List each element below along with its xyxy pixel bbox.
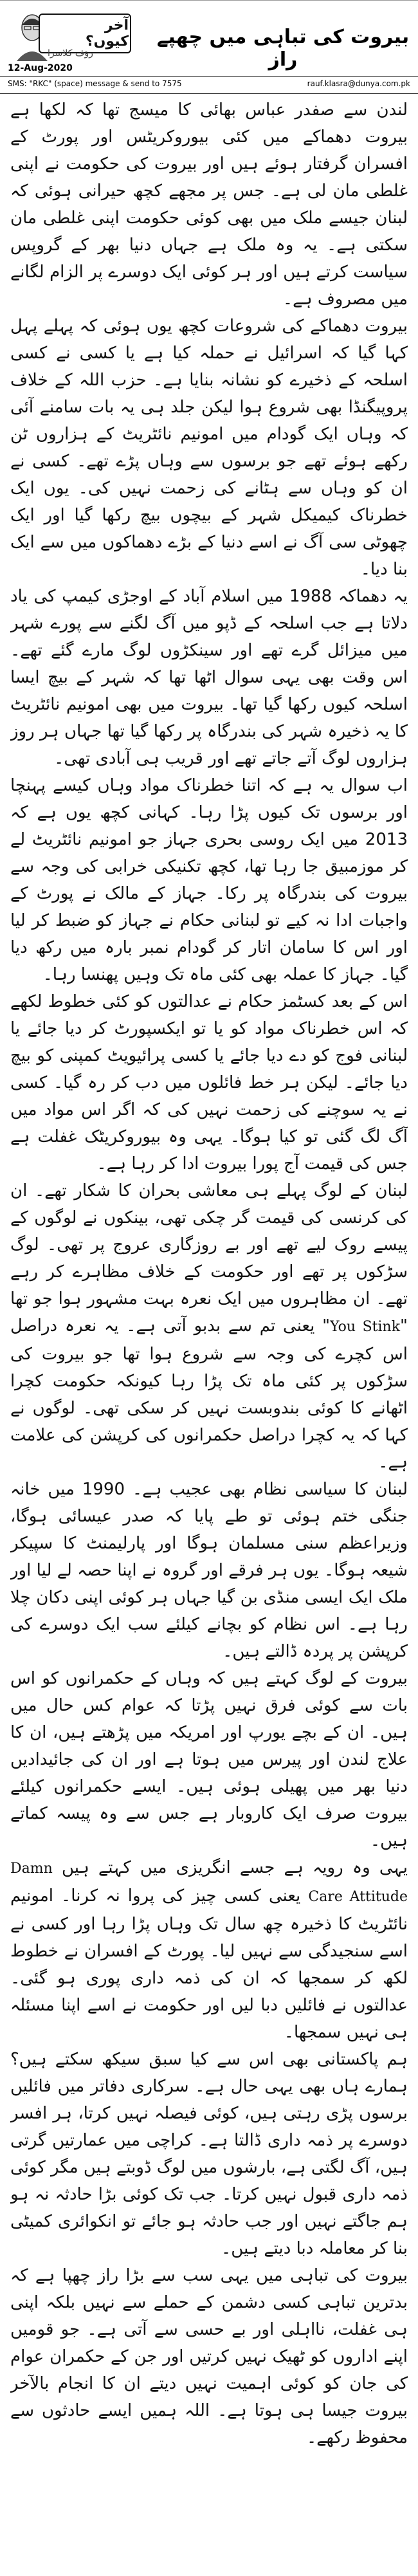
paragraph: بیروت کے لوگ کہتے ہیں کہ وہاں کے حکمرانوں کو اس بات سے کوئی فرق نہیں پڑتا کہ عوام کس حال میں ہیں۔ ان کے بچے یورپ اور امریکہ میں پڑھتے ہیں، ان کا علاج لندن اور پیرس میں ہوتا ہے اور ان کی جائیدادیں دنیا بھر میں پھیلی ہوئی ہیں۔ ایسے حکمرانوں کیلئے بیروت صرف ایک کاروبار ہے جس سے وہ پیسہ کماتے ہیں۔ <box>10 1669 408 1850</box>
paragraph: اب سوال یہ ہے کہ اتنا خطرناک مواد وہاں کیسے پہنچا اور برسوں تک کیوں پڑا رہا۔ کہانی کچھ یوں ہے کہ 2013 میں ایک روسی بحری جہاز جو امونیم نائٹریٹ لے کر موزمبیق جا رہا تھا، کچھ تکنیکی خرابی کی وجہ سے بیروت کی بندرگاہ پر رکا۔ جہاز کے مالک نے پورٹ کے واجبات ادا نہ کیے تو لبنانی حکام نے جہاز کو ضبط کر لیا اور اس کا سامان اتار کر گودام نمبر بارہ میں رکھ دیا گیا۔ جہاز کا عملہ بھی کئی ماہ تک وہیں پھنسا رہا۔ <box>10 776 408 984</box>
paragraph-text: یعنی کسی چیز کی پروا نہ کرنا۔ امونیم نائٹریٹ کا ذخیرہ چھ سال تک وہاں پڑا رہا اور کسی نے اسے سنجیدگی سے نہیں لیا۔ پورٹ کے افسران نے خطوط لکھ کر سمجھا کہ ان کی ذمہ داری پوری ہو گئی۔ عدالتوں نے فائلیں دبا لیں اور حکومت نے اسے اپنا مسئلہ ہی نہیں سمجھا۔ <box>10 1886 408 2042</box>
paragraph-text: یعنی تم سے بدبو آتی ہے۔ یہ نعرہ دراصل اس کچرے کی وجہ سے شروع ہوا تھا جو بیروت کی سڑکوں پر کئی ماہ تک پڑا رہا کیونکہ حکومت کچرا اٹھانے کا کوئی بندوبست نہیں کر سکی تھی۔ لوگوں نے کہا کہ یہ کچرا دراصل حکمرانوں کی کرپشن کی علامت ہے۔ <box>10 1316 408 1472</box>
article-body <box>10 97 408 2567</box>
paragraph: بیروت کی تباہی میں یہی سب سے بڑا راز چھپا ہے کہ بدترین تباہی کسی دشمن کے حملے سے نہیں بلکہ اپنی ہی غفلت، نااہلی اور بے حسی سے آتی ہے۔ جو قومیں اپنے اداروں کو ٹھیک نہیں کرتیں اور جن کے حکمران عوام کی جان کو کوئی اہمیت نہیں دیتے ان کا انجام بالآخر بیروت جیسا ہی ہوتا ہے۔ اللہ ہمیں ایسے حادثوں سے محفوظ رکھے۔ <box>10 2266 408 2447</box>
paragraph-text: لبنان کے لوگ پہلے ہی معاشی بحران کا شکار تھے۔ ان کی کرنسی کی قیمت گر چکی تھی، بینکوں نے لوگوں کے پیسے روک لیے تھے اور بے روزگاری عروج پر تھی۔ لوگ سڑکوں پر تھے اور حکومت کے خلاف مظاہرے کر رہے تھے۔ ان مظاہروں میں ایک نعرہ بہت مشہور ہوا جو تھا <box>10 1181 408 1309</box>
author-email: rauf.klasra@dunya.com.pk <box>307 79 410 88</box>
paragraph: یہ دھماکہ 1988 میں اسلام آباد کے اوجڑی کیمپ کی یاد دلاتا ہے جب اسلحہ کے ڈپو میں آگ لگنے سے پورے شہر میں میزائل گرے تھے اور سینکڑوں لوگ مارے گئے تھے۔ اس وقت بھی یہی سوال اٹھا تھا کہ شہر کے بیچ ایسا اسلحہ کیوں رکھا گیا تھا۔ بیروت میں بھی امونیم نائٹریٹ کا یہ ذخیرہ شہر کی بندرگاہ پر رکھا گیا تھا جہاں ہر روز ہزاروں لوگ آتے جاتے تھے اور قریب ہی آبادی تھی۔ <box>10 587 408 768</box>
column-header <box>0 0 418 97</box>
article-title: بیروت کی تباہی میں چھپے راز <box>156 26 410 71</box>
column-name: آخر کیوں؟ <box>85 17 129 50</box>
paragraph: لندن سے صفدر عباس بھائی کا میسج تھا کہ لکھا ہے بیروت دھماکے میں کئی بیوروکریٹس اور پورٹ کے افسران گرفتار ہوئے ہیں اور بیروت کی حکومت نے اپنی غلطی مان لی ہے۔ جس پر مجھے کچھ حیرانی ہوئی کہ لبنان جیسے ملک میں بھی کوئی حکومت اپنی غلطی مان سکتی ہے۔ یہ وہ ملک ہے جہاں دنیا بھر کے گروپس سیاست کرتے ہیں اور ہر کوئی ایک دوسرے پر الزام لگانے میں مصروف ہے۔ <box>10 100 408 309</box>
author-name: رؤف کلاسرا <box>48 48 93 59</box>
paragraph-text: یہی وہ رویہ ہے جسے انگریزی میں کہتے ہیں <box>61 1858 408 1877</box>
paragraph <box>10 1854 408 2046</box>
top-rule <box>0 0 418 1</box>
paragraph: بیروت دھماکے کی شروعات کچھ یوں ہوئی کہ پہلے پہل کہا گیا کہ اسرائیل نے حملہ کیا ہے یا کسی نے کسی اسلحہ کے ذخیرے کو نشانہ بنایا ہے۔ حزب اللہ کے خلاف پروپیگنڈا بھی شروع ہوا لیکن جلد ہی یہ بات سامنے آئی کہ وہاں ایک گودام میں امونیم نائٹریٹ کے ہزاروں ٹن رکھے ہوئے تھے جو برسوں سے وہاں پڑے تھے۔ کسی نے ان کو وہاں سے ہٹانے کی زحمت نہیں کی۔ یوں ایک خطرناک کیمیکل شہر کے بیچوں بیچ رکھا گیا اور ایک چھوٹی سی آگ نے اسے دنیا کے بڑے دھماکوں میں سے ایک بنا دیا۔ <box>10 317 408 579</box>
paragraph: ہم پاکستانی بھی اس سے کیا سبق سیکھ سکتے ہیں؟ ہمارے ہاں بھی یہی حال ہے۔ سرکاری دفاتر میں فائلیں برسوں پڑی رہتی ہیں، کوئی فیصلہ نہیں کرتا، ہر افسر دوسرے پر ذمہ داری ڈالتا ہے۔ کراچی میں عمارتیں گرتی ہیں، آگ لگتی ہے، بارشوں میں لوگ ڈوبتے ہیں مگر کوئی ذمہ داری قبول نہیں کرتا۔ جب تک کوئی بڑا حادثہ نہ ہو ہم جاگتے نہیں اور جب حادثہ ہو جائے تو انکوائری کمیٹی بنا کر معاملہ دبا دیتے ہیں۔ <box>10 2050 408 2258</box>
sms-instruction: SMS: "RKC" (space) message & send to 7575 <box>8 79 182 88</box>
paragraph: لبنان کے لوگ پہلے ہی معاشی بحران کا شکار تھے۔ ان کی کرنسی کی قیمت گر چکی تھی، بینکوں نے لوگوں کے پیسے روک لیے تھے اور بے روزگاری عروج پر تھی۔ لوگ سڑکوں پر تھے اور حکومت کے خلاف مظاہرے کر رہے تھے۔ ان مظاہروں میں ایک نعرہ بہت مشہور ہوا جو تھا "You Stink" یعنی تم سے بدبو آتی ہے۔ یہ نعرہ دراصل اس کچرے کی وجہ سے شروع ہوا تھا جو بیروت کی سڑکوں پر کئی ماہ تک پڑا رہا کیونکہ حکومت کچرا اٹھانے کا کوئی بندوبست نہیں کر سکی تھی۔ لوگوں نے کہا کہ یہ کچرا دراصل حکمرانوں کی کرپشن کی علامت ہے۔ <box>10 1181 408 1472</box>
publish-date: 12-Aug-2020 <box>8 63 73 73</box>
english-phrase: You Stink <box>330 1319 401 1335</box>
paragraph: لبنان کا سیاسی نظام بھی عجیب ہے۔ 1990 میں خانہ جنگی ختم ہوئی تو طے پایا کہ صدر عیسائی ہوگا، وزیراعظم سنی مسلمان ہوگا اور پارلیمنٹ کا سپیکر شیعہ ہوگا۔ یوں ہر فرقے اور گروہ نے اپنا حصہ لے لیا اور ملک ایک ایسی منڈی بن گیا جہاں ہر کوئی اپنی دکان چلا رہا ہے۔ اس نظام کو بچانے کیلئے سب ایک دوسرے کی کرپشن پر پردہ ڈالتے ہیں۔ <box>10 1480 408 1661</box>
column-logo <box>13 10 129 61</box>
contact-bar <box>0 76 418 94</box>
english-phrase: Damn Care Attitude <box>10 1861 408 1905</box>
paragraph: اس کے بعد کسٹمز حکام نے عدالتوں کو کئی خطوط لکھے کہ اس خطرناک مواد کو یا تو ایکسپورٹ کر دیا جائے یا لبنانی فوج کو دے دیا جائے یا کسی پرائیویٹ کمپنی کو بیچ دیا جائے۔ لیکن ہر خط فائلوں میں دب کر رہ گیا۔ کسی نے یہ سوچنے کی زحمت نہیں کی کہ اگر اس مواد میں آگ لگ گئی تو کیا ہوگا۔ یہی وہ بیوروکریٹک غفلت ہے جس کی قیمت آج پورا بیروت ادا کر رہا ہے۔ <box>10 992 408 1173</box>
